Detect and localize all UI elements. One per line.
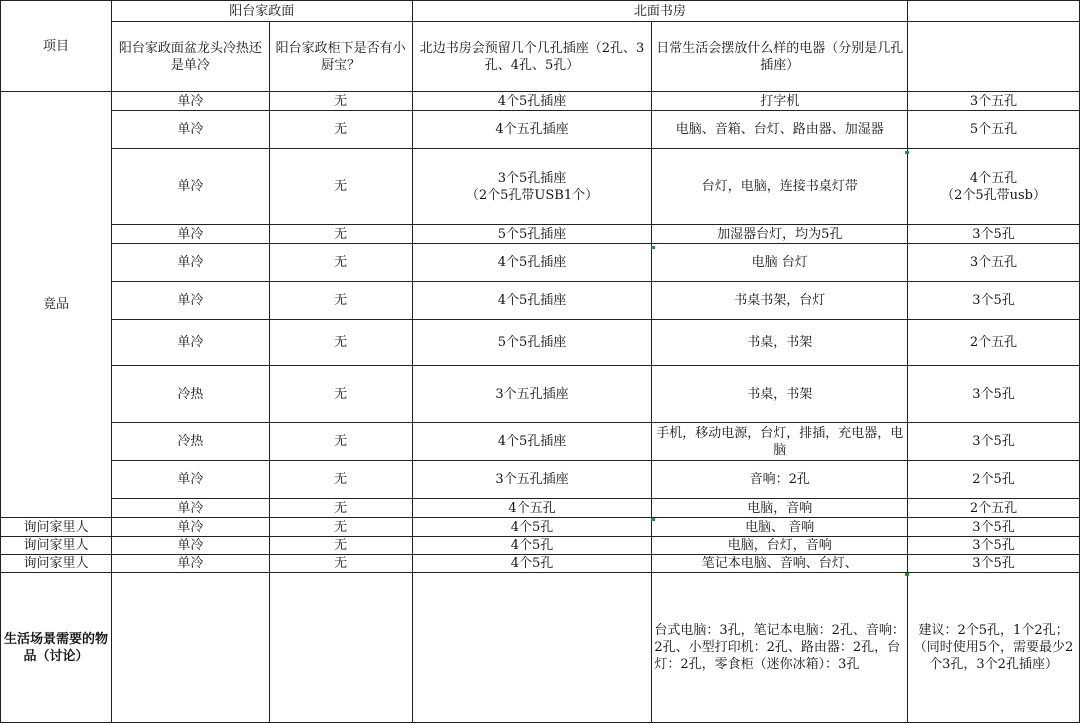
header-item: 项目 [1, 1, 112, 92]
cell-marker [651, 518, 655, 521]
cell-faucet: 单冷 [111, 282, 269, 320]
cell-appliances: 书桌书架，台灯 [652, 282, 908, 320]
cell-faucet: 单冷 [111, 461, 269, 499]
needs-item: 生活场景需要的物品（讨论） [1, 573, 112, 723]
group-label-competitors: 竟品 [1, 92, 112, 518]
cell-appliances: 台灯，电脑，连接书桌灯带 [652, 149, 908, 225]
competitor-rows [1, 92, 1080, 518]
cell-sockets [412, 282, 652, 320]
table-row [1, 461, 1080, 499]
sockets-value: 3个五孔插座 [495, 472, 569, 487]
cell-appliances: 电脑，音响 [652, 499, 908, 518]
cell-appliances: 打字机 [652, 92, 908, 111]
extra-value: 3个5孔 [972, 386, 1015, 402]
cell-kitchen: 无 [269, 423, 412, 461]
table-row [1, 149, 1080, 225]
cell-sockets [412, 366, 652, 423]
cell-sockets [412, 320, 652, 366]
header-faucet: 阳台家政面盆龙头冷热还是单冷 [111, 22, 269, 92]
extra-note: （2个5孔带usb） [941, 187, 1047, 203]
cell-sockets: 4个5孔 [412, 537, 652, 555]
table-row [1, 244, 1080, 282]
sockets-value: 3个5孔插座 [497, 170, 567, 186]
cell-appliances: 加湿器台灯，均为5孔 [652, 225, 908, 244]
cell-extra: 3个5孔 [908, 537, 1080, 555]
header-group-row [1, 1, 1080, 22]
extra-value: 3个5孔 [972, 293, 1015, 308]
extra-value: 2个5孔 [972, 472, 1015, 487]
cell-sockets [412, 423, 652, 461]
cell-extra [908, 461, 1080, 499]
cell-sockets: 4个5孔 [412, 518, 652, 537]
extra-value: 3个5孔 [972, 434, 1015, 449]
cell-faucet: 冷热 [111, 423, 269, 461]
suggestion-note: （同时使用5个，需要最少2个3孔，3个2孔插座） [913, 640, 1074, 672]
cell-faucet: 单冷 [111, 320, 269, 366]
cell-item: 询问家里人 [1, 518, 112, 537]
header-extra-top [908, 1, 1080, 22]
table-row [1, 518, 1080, 537]
cell-appliances: 电脑、 音响 [652, 518, 908, 537]
extra-value: 2个五孔 [969, 335, 1018, 350]
cell-kitchen: 无 [269, 555, 412, 573]
cell-item: 询问家里人 [1, 555, 112, 573]
cell-appliances: 笔记本电脑、音响、台灯、 [652, 555, 908, 573]
cell-marker [905, 151, 909, 154]
cell-extra [908, 366, 1080, 423]
cell-faucet: 单冷 [111, 92, 269, 111]
cell-faucet: 单冷 [111, 518, 269, 537]
header-appliances: 日常生活会摆放什么样的电器（分别是几孔插座） [652, 22, 908, 92]
cell-appliances: 电脑，台灯，音响 [652, 537, 908, 555]
table-row [1, 282, 1080, 320]
cell-extra: 3个5孔 [908, 518, 1080, 537]
needs-appliances: 台式电脑：3孔，笔记本电脑：2孔、音响：2孔、小型打印机：2孔、路由器：2孔，台灯：2孔，零食柜（迷你冰箱）：3孔 [652, 573, 908, 723]
cell-appliances: 电脑、音箱、台灯、路由器、加湿器 [652, 111, 908, 149]
cell-kitchen: 无 [269, 149, 412, 225]
cell-kitchen: 无 [269, 244, 412, 282]
cell-sockets [412, 244, 652, 282]
header-sockets: 北边书房会预留几个几孔插座（2孔、3孔、4孔、5孔） [412, 22, 652, 92]
table-row [1, 366, 1080, 423]
cell-sockets: 4个5孔 [412, 555, 652, 573]
extra-value: 2个五孔 [969, 500, 1018, 516]
table-row [1, 499, 1080, 518]
cell-kitchen: 无 [269, 111, 412, 149]
table-row [1, 555, 1080, 573]
extra-value: 3个五孔 [969, 93, 1018, 109]
header-columns-row [1, 22, 1080, 92]
cell-extra [908, 92, 1080, 111]
header-extra [908, 22, 1080, 92]
cell-faucet: 单冷 [111, 537, 269, 555]
table-row [1, 537, 1080, 555]
cell-marker [651, 246, 655, 249]
cell-item: 询问家里人 [1, 537, 112, 555]
cell-faucet: 单冷 [111, 244, 269, 282]
cell-kitchen: 无 [269, 537, 412, 555]
cell-sockets [412, 111, 652, 149]
cell-kitchen: 无 [269, 366, 412, 423]
cell-kitchen: 无 [269, 320, 412, 366]
cell-extra [908, 244, 1080, 282]
sockets-value: 5个5孔插座 [497, 335, 567, 350]
header-group-study: 北面书房 [412, 1, 908, 22]
needs-kitchen [269, 573, 412, 723]
cell-kitchen: 无 [269, 518, 412, 537]
extra-value: 3个5孔 [972, 226, 1015, 242]
sockets-value: 4个5孔插座 [497, 434, 567, 449]
needs-sockets [412, 573, 652, 723]
table-row [1, 423, 1080, 461]
table-row [1, 92, 1080, 111]
sockets-value: 4个5孔插座 [497, 255, 567, 270]
extra-value: 3个五孔 [969, 255, 1018, 270]
cell-extra [908, 282, 1080, 320]
cell-appliances: 音响：2孔 [652, 461, 908, 499]
table-row [1, 225, 1080, 244]
needs-suggestion [908, 573, 1080, 723]
cell-extra [908, 499, 1080, 518]
cell-kitchen: 无 [269, 461, 412, 499]
cell-extra [908, 320, 1080, 366]
sockets-value: 4个五孔 [508, 500, 556, 516]
cell-extra: 3个5孔 [908, 555, 1080, 573]
cell-faucet: 单冷 [111, 225, 269, 244]
sockets-value: 4个5孔插座 [497, 93, 567, 109]
cell-sockets [412, 149, 652, 225]
cell-extra [908, 423, 1080, 461]
sockets-value: 4个五孔插座 [495, 122, 569, 137]
suggestion-title: 建议：2个5孔，1个2孔； [918, 623, 1069, 638]
cell-faucet: 冷热 [111, 366, 269, 423]
needs-faucet [111, 573, 269, 723]
family-rows [1, 518, 1080, 573]
cell-kitchen: 无 [269, 225, 412, 244]
cell-sockets [412, 499, 652, 518]
cell-sockets [412, 225, 652, 244]
cell-faucet: 单冷 [111, 111, 269, 149]
cell-faucet: 单冷 [111, 149, 269, 225]
cell-appliances: 手机，移动电源，台灯，排插，充电器，电脑 [652, 423, 908, 461]
sockets-value: 5个5孔插座 [497, 226, 567, 242]
cell-appliances: 书桌，书架 [652, 320, 908, 366]
sockets-value: 4个5孔插座 [497, 293, 567, 308]
cell-faucet: 单冷 [111, 499, 269, 518]
cell-kitchen: 无 [269, 92, 412, 111]
cell-extra [908, 111, 1080, 149]
cell-kitchen: 无 [269, 499, 412, 518]
cell-sockets [412, 461, 652, 499]
cell-marker [905, 573, 909, 576]
cell-faucet: 单冷 [111, 555, 269, 573]
cell-appliances: 书桌，书架 [652, 366, 908, 423]
cell-appliances: 电脑 台灯 [652, 244, 908, 282]
cell-extra [908, 225, 1080, 244]
extra-value: 4个五孔 [969, 170, 1018, 186]
needs-row [1, 573, 1080, 723]
cell-extra [908, 149, 1080, 225]
header-kitchen: 阳台家政柜下是否有小厨宝？ [269, 22, 412, 92]
header-group-balcony: 阳台家政面 [111, 1, 412, 22]
extra-value: 5个五孔 [969, 122, 1018, 137]
sockets-note: （2个5孔带USB1个） [465, 187, 599, 203]
table-row [1, 111, 1080, 149]
table-row [1, 320, 1080, 366]
sockets-value: 3个五孔插座 [495, 386, 569, 402]
cell-kitchen: 无 [269, 282, 412, 320]
cell-sockets [412, 92, 652, 111]
